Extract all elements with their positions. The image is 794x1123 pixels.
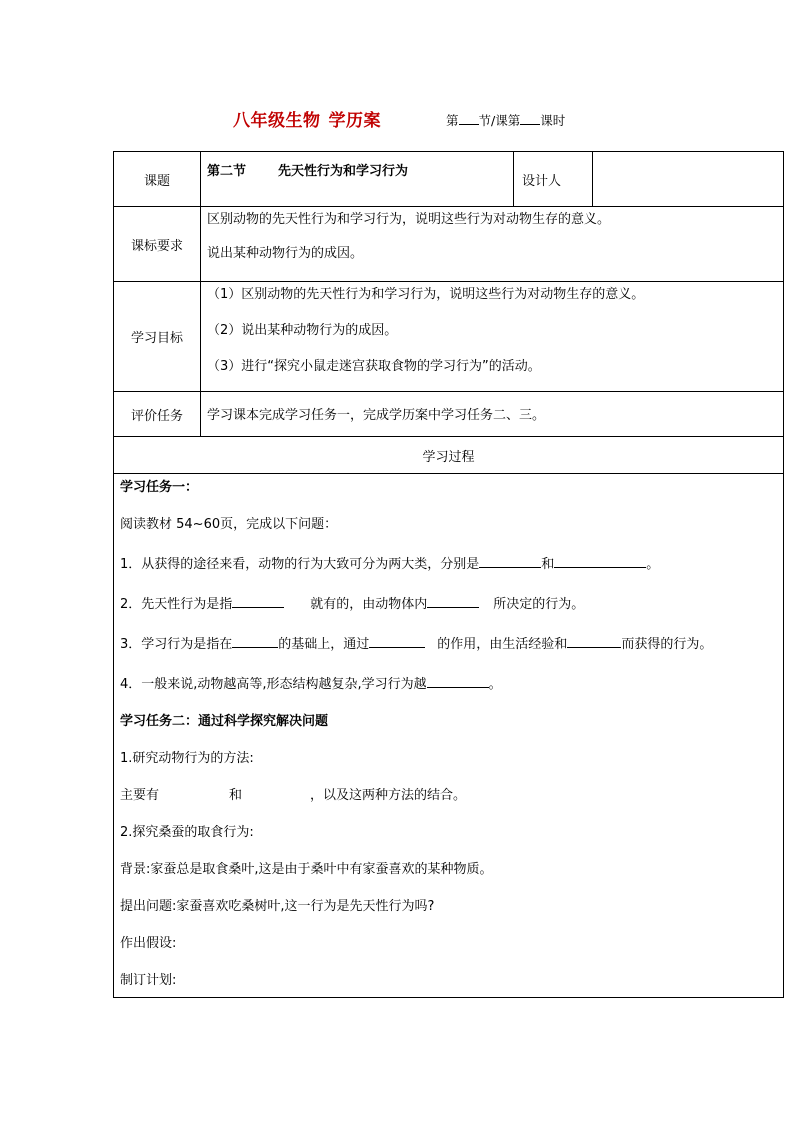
designer-label: 设计人	[514, 152, 593, 207]
process-heading: 学习过程	[114, 437, 784, 474]
q3-blank-3[interactable]	[567, 634, 621, 648]
question-4: 4．一般来说,动物越高等,形态结构越复杂,学习行为越 。	[120, 674, 775, 693]
lesson-section: 节/课第	[478, 113, 521, 128]
process-row	[114, 474, 784, 998]
q1-blank-2[interactable]	[554, 554, 646, 568]
standard-line-2: 说出某种动物行为的成因。	[207, 246, 364, 261]
objective-content	[201, 282, 784, 392]
objective-row	[114, 282, 784, 392]
task2-methods: 主要有 和 ，以及这两种方法的结合。	[120, 788, 467, 803]
document-header	[0, 106, 794, 132]
task2-plan: 制订计划:	[120, 973, 177, 988]
lesson-period: 课时	[540, 113, 566, 128]
q3-blank-1[interactable]	[232, 634, 278, 648]
section-blank[interactable]	[459, 112, 479, 125]
topic-title: 先天性行为和学习行为	[278, 164, 409, 179]
lesson-prefix: 第	[446, 113, 459, 128]
title-subject: 八年级生物	[233, 111, 321, 131]
task2-question: 提出问题:家蚕喜欢吃桑树叶,这一行为是先天性行为吗?	[120, 899, 435, 914]
task2-experiment-heading: 2.探究桑蚕的取食行为:	[120, 825, 254, 840]
question-3: 3．学习行为是指在 的基础上，通过 的作用，由生活经验和 而获得的行为。	[120, 634, 775, 653]
standard-label: 课标要求	[114, 207, 201, 282]
q4-blank[interactable]	[427, 674, 489, 688]
designer-value[interactable]	[593, 152, 784, 207]
topic-row	[114, 152, 784, 207]
task2-methods-heading: 1.研究动物行为的方法:	[120, 751, 254, 766]
process-content	[114, 474, 784, 998]
lesson-info	[446, 111, 565, 129]
q3-blank-2[interactable]	[369, 634, 425, 648]
evaluation-label: 评价任务	[114, 392, 201, 437]
standard-content	[201, 207, 784, 282]
q2-blank-2[interactable]	[427, 594, 479, 608]
objective-line-3: （3）进行“探究小鼠走迷宫获取食物的学习行为”的活动。	[207, 359, 541, 374]
q1-blank-1[interactable]	[479, 554, 541, 568]
task1-title: 学习任务一：	[120, 480, 199, 495]
question-2: 2．先天性行为是指 就有的，由动物体内 所决定的行为。	[120, 594, 775, 613]
task2-hypothesis: 作出假设:	[120, 936, 177, 951]
task2-title: 学习任务二：通过科学探究解决问题	[120, 714, 329, 729]
objective-line-1: （1）区别动物的先天性行为和学习行为，说明这些行为对动物生存的意义。	[207, 287, 645, 302]
document-title	[233, 106, 381, 131]
standard-row	[114, 207, 784, 282]
title-type: 学历案	[328, 111, 381, 131]
objective-line-2: （2）说出某种动物行为的成因。	[207, 323, 398, 338]
period-blank[interactable]	[520, 112, 540, 125]
q2-blank-1[interactable]	[232, 594, 284, 608]
question-1: 1．从获得的途径来看，动物的行为大致可分为两大类，分别是 和 。	[120, 554, 775, 573]
evaluation-content: 学习课本完成学习任务一，完成学历案中学习任务二、三。	[201, 392, 784, 437]
task2-background: 背景:家蚕总是取食桑叶,这是由于桑叶中有家蚕喜欢的某种物质。	[120, 862, 493, 877]
standard-line-1: 区别动物的先天性行为和学习行为，说明这些行为对动物生存的意义。	[207, 212, 611, 227]
topic-section: 第二节	[207, 164, 247, 179]
process-header-row	[114, 437, 784, 474]
evaluation-row	[114, 392, 784, 437]
lesson-plan-table	[113, 151, 784, 998]
objective-label: 学习目标	[114, 282, 201, 392]
topic-value	[201, 152, 514, 207]
task1-intro: 阅读教材 54~60页，完成以下问题：	[120, 517, 338, 532]
topic-label: 课题	[114, 152, 201, 207]
